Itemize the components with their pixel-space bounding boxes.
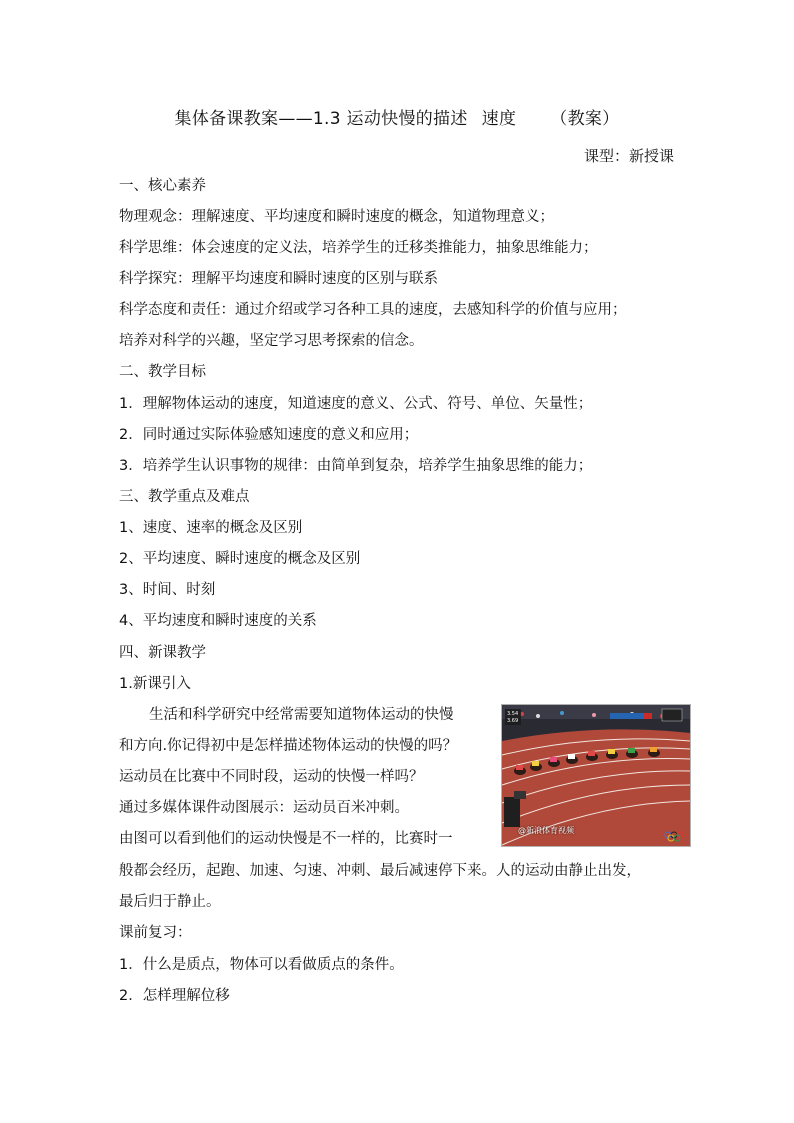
focus-line: 3、时间、时刻 [119, 582, 216, 598]
intro-paragraph-line: 运动员在比赛中不同时段，运动的快慢一样吗？ [119, 769, 424, 785]
goal-line: 2．同时通过实际体验感知速度的意义和应用； [119, 427, 419, 443]
photo-watermark: @新浪体育视频 [518, 826, 574, 835]
section-heading-focus: 三、教学重点及难点 [119, 489, 250, 505]
review-line: 2．怎样理解位移 [119, 988, 230, 1004]
intro-paragraph-line: 通过多媒体课件动图展示：运动员百米冲刺。 [119, 800, 409, 816]
core-line: 科学态度和责任：通过介绍或学习各种工具的速度，去感知科学的价值与应用； [119, 302, 627, 318]
intro-paragraph-line: 生活和科学研究中经常需要知道物体运动的快慢 [149, 707, 454, 723]
title-sub: 速度 [481, 109, 517, 129]
section-heading-core: 一、核心素养 [119, 178, 206, 194]
review-line: 1．什么是质点，物体可以看做质点的条件。 [119, 957, 404, 973]
focus-line: 2、平均速度、瞬时速度的概念及区别 [119, 551, 361, 567]
intro-paragraph-line: 般都会经历，起跑、加速、匀速、冲刺、最后减速停下来。人的运动由静止出发， [119, 863, 641, 879]
score-b: 3.69 [507, 718, 519, 724]
sprint-start-photo [501, 704, 691, 847]
goal-line: 1．理解物体运动的速度，知道速度的意义、公式、符号、单位、矢量性； [119, 396, 593, 412]
core-line: 科学探究：理解平均速度和瞬时速度的区别与联系 [119, 271, 438, 287]
intro-heading: 1.新课引入 [119, 676, 191, 692]
focus-line: 4、平均速度和瞬时速度的关系 [119, 613, 317, 629]
intro-paragraph-line: 和方向.你记得初中是怎样描述物体运动的快慢的吗？ [119, 738, 458, 754]
intro-paragraph-line: 最后归于静止。 [119, 894, 221, 910]
title-main: 集体备课教案——1.3 运动快慢的描述 [174, 109, 468, 129]
section-heading-teaching: 四、新课教学 [119, 645, 206, 661]
document-title [0, 104, 794, 129]
core-line: 培养对科学的兴趣，坚定学习思考探索的信念。 [119, 333, 424, 349]
focus-line: 1、速度、速率的概念及区别 [119, 520, 303, 536]
core-line: 物理观念：理解速度、平均速度和瞬时速度的概念，知道物理意义； [119, 209, 554, 225]
core-line: 科学思维：体会速度的定义法，培养学生的迁移类推能力，抽象思维能力； [119, 240, 598, 256]
goal-line: 3．培养学生认识事物的规律：由简单到复杂，培养学生抽象思维的能力； [119, 458, 593, 474]
title-tag: （教案） [550, 109, 620, 129]
intro-paragraph-line: 由图可以看到他们的运动快慢是不一样的，比赛时一 [119, 831, 453, 847]
score-a: 3.54 [507, 711, 519, 717]
course-type: 课型：新授课 [583, 147, 674, 165]
review-heading: 课前复习： [119, 925, 192, 941]
section-heading-goals: 二、教学目标 [119, 364, 206, 380]
